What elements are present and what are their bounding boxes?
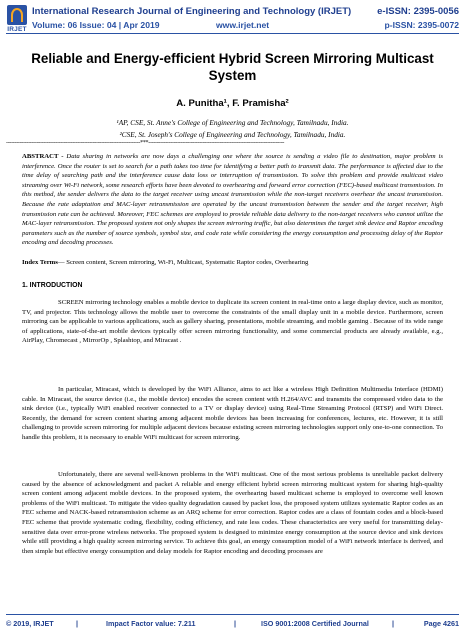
footer-iso: ISO 9001:2008 Certified Journal — [261, 619, 369, 628]
e-issn: e-ISSN: 2395-0056 — [377, 6, 459, 17]
affiliation-1: ¹AP, CSE, St. Anne's College of Engineering and Technology, Tamilnadu, India. — [116, 118, 349, 127]
footer-page-number: Page 4261 — [423, 619, 459, 628]
journal-name: International Research Journal of Engineering and Technology (IRJET) — [32, 6, 352, 17]
intro-paragraph-2: In particular, Miracast, which is developed by the WiFi Alliance, aims to act like a wireless High Definition Multimedia Interface (HDMI) cable. In Miracast, the source device (i.e., the mobile device) encodes the screen content with H.264/AVC and transmits the compressed video data to the sink device (i.e., typically WiFi enabled receiver connected to a TV or display device) using Real-Time Streaming Protocol (RTSP) and WiFi Direct. Recently, the demand for screen content sharing among adjacent mobile devices has been increasing for conferences, lectures, etc. However, it is still challenging to provide screen mirroring for multiple adjacent devices because existing screen mirroring technologies support only one-to-one connection. To handle this problem, it is necessary to enable WiFi multicast for screen mirroring. — [22, 386, 443, 441]
paper-title: Reliable and Energy-efficient Hybrid Screen Mirroring Multicast System — [31, 51, 434, 83]
footer-sep-3: | — [392, 619, 395, 628]
abstract-text: Data sharing in networks are now days a challenging one where the source is sending a video file to destination, major problem is interference. Once the router is set to search for a path takes too time for identifying a better path to transmit data. The performance is affected due to the time delay of searching path and the interference cause data loss or interruption of transmission. To solve this problem and provide multicast video streaming over Wi-Fi network, some research efforts have been devoted to overhearing and forward error correction (FEC)-based multicast transmission. In this method, the sender delivers the data to the target receiver using uncast transmission while the non-target receivers overhear the uncast transmission. Because the rate adaptation and MAC-layer retransmission are operated by the uncast transmission between the sender and the target receiver, high transmission rate can be achieved. Moreover, FEC schemes are employed to provide reliable data delivery to the non-target receivers who cannot utilize the MAC-layer retransmission. The proposed system not only shapes the screen mirroring traffic, but also determines the target sink device and Raptor encoding parameters such as the number of source symbols, symbol size, and code rate while considering the energy consumption and processing delay of the Raptor encoding and decoding processes. — [22, 153, 443, 247]
footer-sep-2: | — [234, 619, 237, 628]
header-divider — [6, 33, 459, 34]
p-issn: p-ISSN: 2395-0072 — [384, 20, 459, 30]
footer-sep-1: | — [76, 619, 79, 628]
index-terms-text: — Screen content, Screen mirroring, Wi-Fi, Multicast, Systematic Raptor codes, Overhearing — [57, 259, 309, 266]
volume-issue: Volume: 06 Issue: 04 | Apr 2019 — [32, 20, 160, 30]
irjet-logo-text: IRJET — [7, 26, 27, 33]
index-terms — [22, 258, 443, 268]
intro-paragraph-3: Unfortunately, there are several well-known problems in the WiFi multicast. One of the most serious problems is unreliable packet delivery caused by the absence of acknowledgment and packet A reliable and energy efficient hybrid screen mirroring multicast system for sharing high-quality screen content among adjacent mobile devices. In the proposed system, the overhearing based multicast scheme is employed to overcome well known problems of the WiFi multicast. To mitigate the video quality degradation caused by packet loss, the proposed system utilizes systematic Raptor codes as an FEC scheme and NACK-based retransmission scheme as an ARQ scheme for error correction. Raptor codes are a class of fountain codes and a block-based FEC scheme that provide systematic coding, flexibility, coding efficiency, and rate less codes. These characteristics are very useful for transmitting delay-sensitive data over error-prone wireless networks. The proposed system is designed to minimize energy consumption at the source device and sink devices while still providing a high quality screen mirroring service. To achieve this goal, an energy consumption model of a WiFi network interface is derived, and then simple but effective energy consumption and delay models for Raptor encoding and decoding processes are — [22, 471, 443, 555]
footer-divider — [6, 614, 459, 615]
footer-impact-factor: Impact Factor value: 7.211 — [106, 619, 196, 628]
affiliation-2: ²CSE, St. Joseph's College of Engineering and Technology, Tamilnadu, India. — [119, 130, 346, 139]
irjet-logo-icon — [7, 5, 27, 25]
section-separator: -------------------------------------------------------------------------------***-------------------------------------------------------------------------------- — [6, 140, 285, 146]
paper-authors: A. Punitha¹, F. Pramisha² — [176, 98, 289, 109]
section-heading-introduction: 1. INTRODUCTION — [22, 282, 83, 289]
abstract-label: ABSTRACT - — [22, 153, 67, 160]
intro-paragraph-1: SCREEN mirroring technology enables a mobile device to duplicate its screen content in real-time onto a large display device, such as monitor, TV, and projector. This technology allows the mobile user to overcome the constraints of the small display unit in a mobile device. Furthermore, screen mirroring can be applicable to various applications, such as gallery sharing, presentations, mobile streaming, and mobile gaming . Because of its wide range of applications, state-of-the-art mobile devices typically offer screen mirroring functionality, and some commercial products are already available, e.g., AirPlay, Chromecast , MirrorOp , Splashtop, and Miracast . — [22, 299, 443, 345]
journal-website[interactable]: www.irjet.net — [216, 20, 270, 30]
abstract — [22, 152, 443, 248]
footer-copyright: © 2019, IRJET — [6, 619, 54, 628]
index-terms-label: Index Terms — [22, 259, 58, 266]
